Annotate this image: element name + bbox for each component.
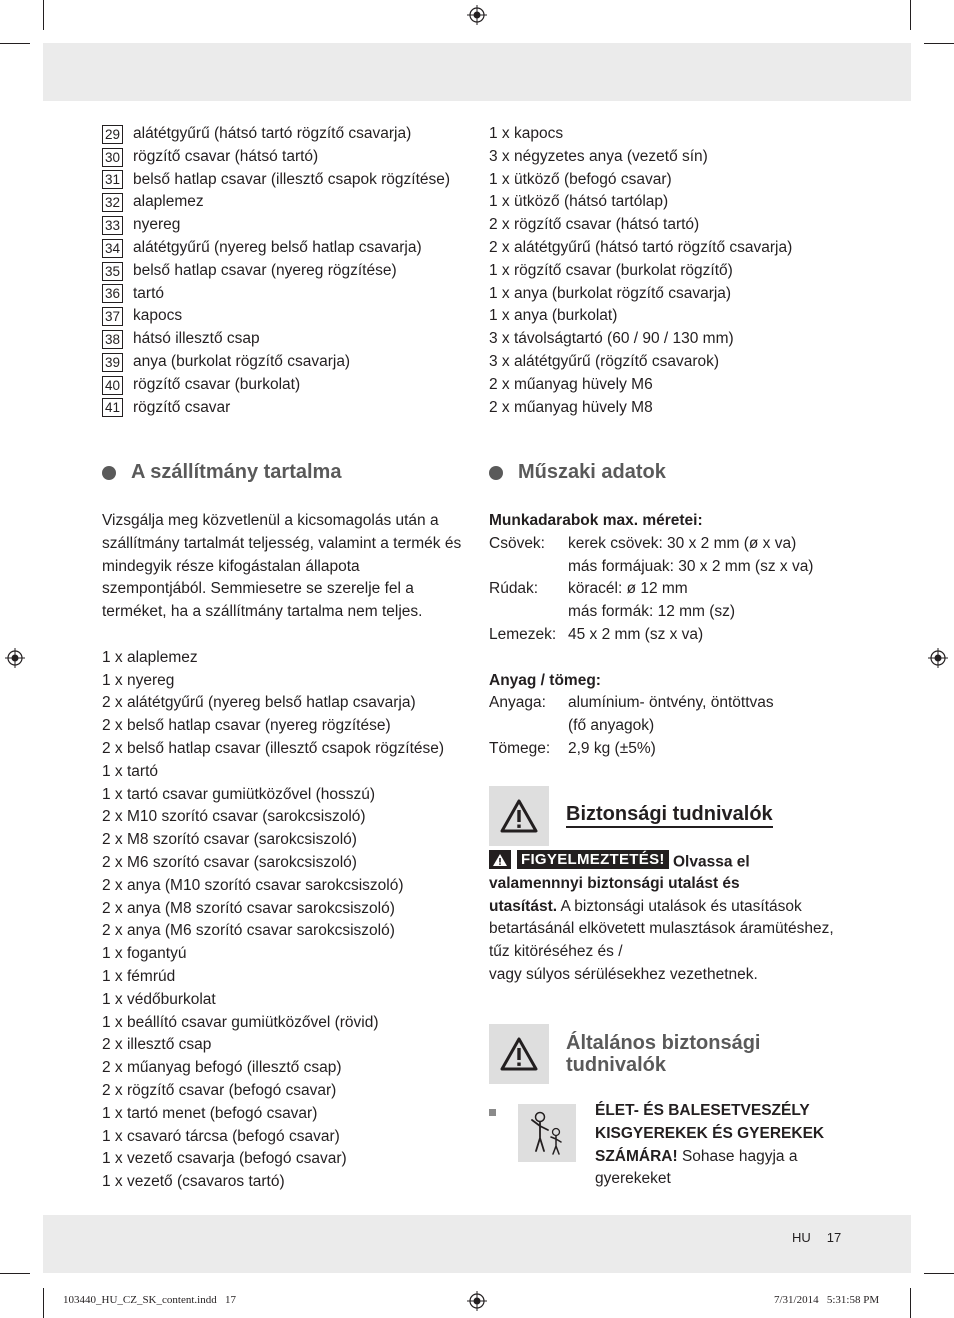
footer-band [43,1215,911,1273]
warning-box [489,786,549,846]
technical-data [489,510,813,761]
spec-row [489,692,813,715]
warning-bold-text: SZÁMÁRA! [595,1147,678,1165]
list-item: 1 x tartó menet (befogó csavar) [102,1104,318,1122]
warning-text: vagy súlyos sérülésekhez vezethetnek. [489,965,758,983]
spec-value: más formájuak: 30 x 2 mm (sz x va) [568,557,814,575]
list-item [102,169,450,192]
list-item: 1 x tartó [102,762,158,780]
list-item: 2 x anya (M6 szorító csavar sarokcsiszoló) [102,922,395,940]
list-item: 1 x anya (burkolat) [489,307,618,325]
warning-triangle-icon [499,1036,539,1072]
spec-value: más formák: 12 mm (sz) [568,603,736,621]
spec-row [489,556,813,579]
bullet-dot-icon [102,466,116,480]
list-item [102,237,450,260]
warning-text: tűz kitöréséhez és / [489,943,623,961]
list-item: 1 x tartó csavar gumiütközővel (hosszú) [102,785,376,803]
crop-mark [924,1273,954,1274]
safety-heading-text: Biztonsági tudnivalók [566,803,773,825]
warning-text: gyerekeket [595,1170,671,1188]
part-number: 30 [102,148,123,167]
list-item: 1 x vezető csavarja (befogó csavar) [102,1150,347,1168]
part-label: kapocs [133,307,183,325]
part-label: rögzítő csavar [133,398,231,416]
warning-line [489,850,834,873]
print-filename: 103440_HU_CZ_SK_content.indd 17 [63,1294,236,1306]
list-item: 2 x anya (M10 szorító csavar sarokcsiszoló) [102,876,404,894]
part-label: alátétgyűrű (nyereg belső hatlap csavarja) [133,238,422,256]
parts-list [102,123,450,419]
list-item: 1 x kapocs [489,125,564,142]
delivery-intro: Vizsgálja meg közvetlenül a kicsomagolás után a szállítmány tartalmát teljesség, valamint a termék és mindegyik része kifogástalan állapota szempontjából. Semmiesetre se szerelje fel a terméket, ha a szállítmány tartalma nem teljes. [102,512,462,621]
bullet-square-icon [489,1109,496,1116]
general-safety-heading [566,1032,760,1076]
part-number: 36 [102,284,123,303]
spec-value: (fő anyagok) [568,717,655,735]
crop-mark [910,1288,911,1318]
contents-continued-list [489,123,792,419]
warning-bold-text: ÉLET- ÉS BALESETVESZÉLY [595,1102,810,1119]
list-item: 2 x M10 szorító csavar (sarokcsiszoló) [102,808,366,826]
spec-value: kerek csövek: 30 x 2 mm (ø x va) [568,534,797,552]
list-item [102,191,450,214]
warning-bold-text: valamennnyi biztonsági utalást és [489,874,740,892]
delivery-section [102,510,462,1194]
list-item: 1 x ütköző (befogó csavar) [489,170,672,188]
list-item: 2 x illesztő csap [102,1036,212,1054]
list-item: 1 x fogantyú [102,945,187,963]
spec-label: Csövek: [489,534,545,552]
list-item: 3 x négyzetes anya (vezető sín) [489,147,708,165]
warning-bold-text: utasítást. [489,897,558,915]
page-number-value: 17 [826,1230,842,1245]
part-number: 41 [102,398,123,417]
list-item: 1 x anya (burkolat rögzítő csavarja) [489,284,732,302]
registration-mark-icon [928,648,948,668]
list-item: 2 x műanyag hüvely M8 [489,398,653,416]
list-item: 3 x alátétgyűrű (rögzítő csavarok) [489,352,720,370]
registration-mark-icon [5,648,25,668]
list-item: 2 x műanyag hüvely M6 [489,375,653,393]
list-item: 2 x alátétgyűrű (hátsó tartó rögzítő csavarja) [489,238,793,256]
list-item: 1 x nyereg [102,671,175,689]
warning-badge-label: FIGYELMEZTETÉS! [517,850,669,869]
list-item [102,328,450,351]
language-code: HU [792,1230,811,1245]
general-safety-heading-line: tudnivalók [566,1054,667,1076]
spec-row [489,601,813,624]
part-label: tartó [133,284,165,302]
technical-heading [489,461,666,484]
general-safety-heading-line: Általános biztonsági [566,1032,761,1054]
list-item: 1 x csavaró tárcsa (befogó csavar) [102,1127,340,1145]
part-label: rögzítő csavar (burkolat) [133,375,301,393]
spec-value: 45 x 2 mm (sz x va) [568,625,704,643]
list-item [102,283,450,306]
spec-row [489,578,813,601]
part-number: 33 [102,216,123,235]
list-item: 2 x belső hatlap csavar (illesztő csapok rögzítése) [102,739,445,757]
list-item [102,146,450,169]
list-item: 2 x alátétgyűrű (nyereg belső hatlap csavarja) [102,694,416,712]
registration-mark-icon [467,5,487,25]
part-label: anya (burkolat rögzítő csavarja) [133,352,351,370]
crop-mark [0,43,30,44]
part-number: 39 [102,353,123,372]
list-item: 2 x M6 szorító csavar (sarokcsiszoló) [102,853,357,871]
spec-row [489,715,813,738]
part-label: rögzítő csavar (hátsó tartó) [133,147,319,165]
list-item: 1 x beállító csavar gumiütközővel (rövid) [102,1013,379,1031]
list-item: 2 x rögzítő csavar (hátsó tartó) [489,216,700,234]
print-date: 7/31/2014 5:31:58 PM [774,1294,880,1306]
list-item [102,260,450,283]
list-item: 1 x védőburkolat [102,990,216,1008]
spec-label [489,715,568,738]
part-number: 34 [102,239,123,258]
crop-mark [910,0,911,30]
crop-mark [43,1288,44,1318]
warning-bold-text: KISGYEREKEK ÉS GYEREKEK [595,1124,825,1142]
list-item [102,123,450,146]
part-label: belső hatlap csavar (nyereg rögzítése) [133,261,397,279]
part-label: nyereg [133,216,181,234]
list-item [102,351,450,374]
list-item: 2 x anya (M8 szorító csavar sarokcsiszoló) [102,899,395,917]
crop-mark [43,0,44,30]
warning-triangle-icon [489,850,511,869]
delivery-heading-text: A szállítmány tartalma [131,461,342,483]
part-number: 35 [102,262,123,281]
spec-row [489,533,813,556]
warning-text: A biztonsági utalások és utasítások [560,897,802,915]
safety-heading [566,803,773,828]
list-item: 2 x M8 szorító csavar (sarokcsiszoló) [102,831,357,849]
part-number: 31 [102,170,123,189]
list-item [102,374,450,397]
list-item: 3 x távolságtartó (60 / 90 / 130 mm) [489,330,734,348]
crop-mark [0,1273,30,1274]
part-label: alaplemez [133,193,204,211]
list-item: 1 x vezető (csavaros tartó) [102,1173,285,1191]
safety-warning [489,850,834,987]
list-item [102,397,450,420]
spec-row [489,738,813,761]
part-number: 37 [102,307,123,326]
warning-text: Sohase hagyja a [681,1147,798,1165]
bullet-dot-icon [489,466,503,480]
page-number [792,1230,841,1245]
spec-label: Tömege: [489,739,551,757]
spec-label [489,556,568,579]
warning-text: betartásánál elkövetett mulasztások áramütéshez, [489,920,834,938]
list-item [102,214,450,237]
list-item: 2 x rögzítő csavar (befogó csavar) [102,1081,337,1099]
warning-box [489,1024,549,1084]
list-item: 1 x fémrúd [102,967,176,985]
delivery-heading [102,461,341,484]
spec-label: Rúdak: [489,580,539,598]
part-number: 40 [102,376,123,395]
spec-label: Anyaga: [489,694,546,712]
warning-triangle-icon [499,798,539,834]
warning-bold-text: Olvassa el [672,853,750,871]
spec-label: Lemezek: [489,625,557,643]
part-number: 38 [102,330,123,349]
spec-value: köracél: ø 12 mm [568,580,688,598]
list-item: 1 x rögzítő csavar (burkolat rögzítő) [489,261,733,279]
list-item [102,305,450,328]
child-danger-icon [518,1104,576,1162]
technical-heading-text: Műszaki adatok [518,461,666,483]
material-title: Anyag / tömeg: [489,671,601,689]
list-item: 1 x alaplemez [102,648,198,666]
spec-label [489,601,568,624]
warning-badge [489,850,669,869]
part-label: belső hatlap csavar (illesztő csapok rögzítése) [133,170,451,188]
registration-mark-icon [467,1291,487,1311]
part-label: hátsó illesztő csap [133,330,260,348]
list-item: 1 x ütköző (hátsó tartólap) [489,193,669,211]
list-item: 2 x műanyag befogó (illesztő csap) [102,1059,342,1077]
list-item: 2 x belső hatlap csavar (nyereg rögzítése) [102,717,391,735]
work-dimensions-title: Munkadarabok max. méretei: [489,512,703,529]
part-number: 32 [102,193,123,212]
crop-mark [924,43,954,44]
spec-value: alumínium- öntvény, öntöttvas [568,694,774,712]
part-label: alátétgyűrű (hátsó tartó rögzítő csavarja) [133,125,412,142]
part-number: 29 [102,125,123,144]
spec-row [489,624,813,647]
header-band [43,43,911,101]
child-danger-warning [595,1100,824,1191]
spec-value: 2,9 kg (±5%) [568,739,656,757]
